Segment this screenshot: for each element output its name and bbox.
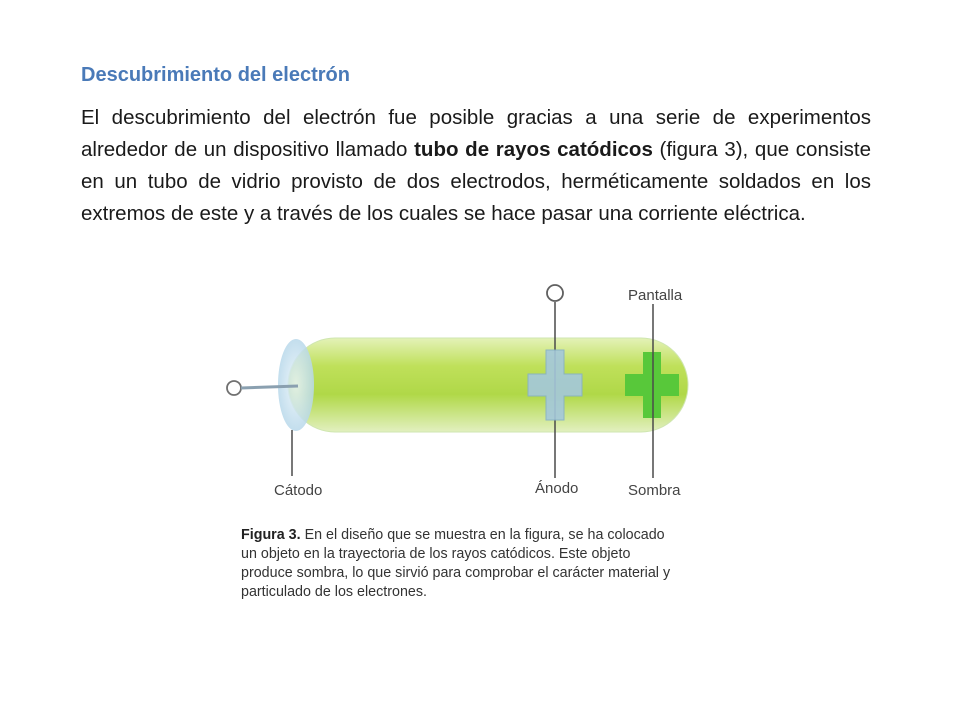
shadow-label: Sombra <box>628 482 681 499</box>
caption-title: Figura 3. <box>241 527 301 543</box>
screen-label: Pantalla <box>628 287 683 304</box>
anode-label: Ánodo <box>535 480 579 497</box>
caption-text: En el diseño que se muestra en la figura, se ha colocado un objeto en la trayectoria de los rayos catódicos. Este objeto produce sombra, lo que sirvió para comprobar el carácter material y particulado de los electrones. <box>241 527 671 600</box>
cathode-ray-tube-diagram <box>210 280 710 510</box>
figure-caption <box>241 526 681 602</box>
screen-shadow-cross <box>625 304 679 478</box>
cathode-ray-tube-figure <box>210 280 710 510</box>
paragraph-text-start: El descubrimiento del electrón fue posible gracias a una serie de experimentos alrededor de un dispositivo llamado <box>81 106 871 161</box>
body-paragraph <box>81 102 871 230</box>
section-heading: Descubrimiento del electrón <box>81 64 350 86</box>
paragraph-bold-term: tubo de rayos catódicos <box>414 138 653 161</box>
anode-cross-object <box>528 285 582 478</box>
cathode-label: Cátodo <box>274 482 323 499</box>
paragraph-text-end: (figura 3), que consiste en un tubo de vidrio provisto de dos electrodos, herméticamente soldados en los extremos de este y a través de los cuales se hace pasar una corriente eléctrica. <box>81 138 871 225</box>
